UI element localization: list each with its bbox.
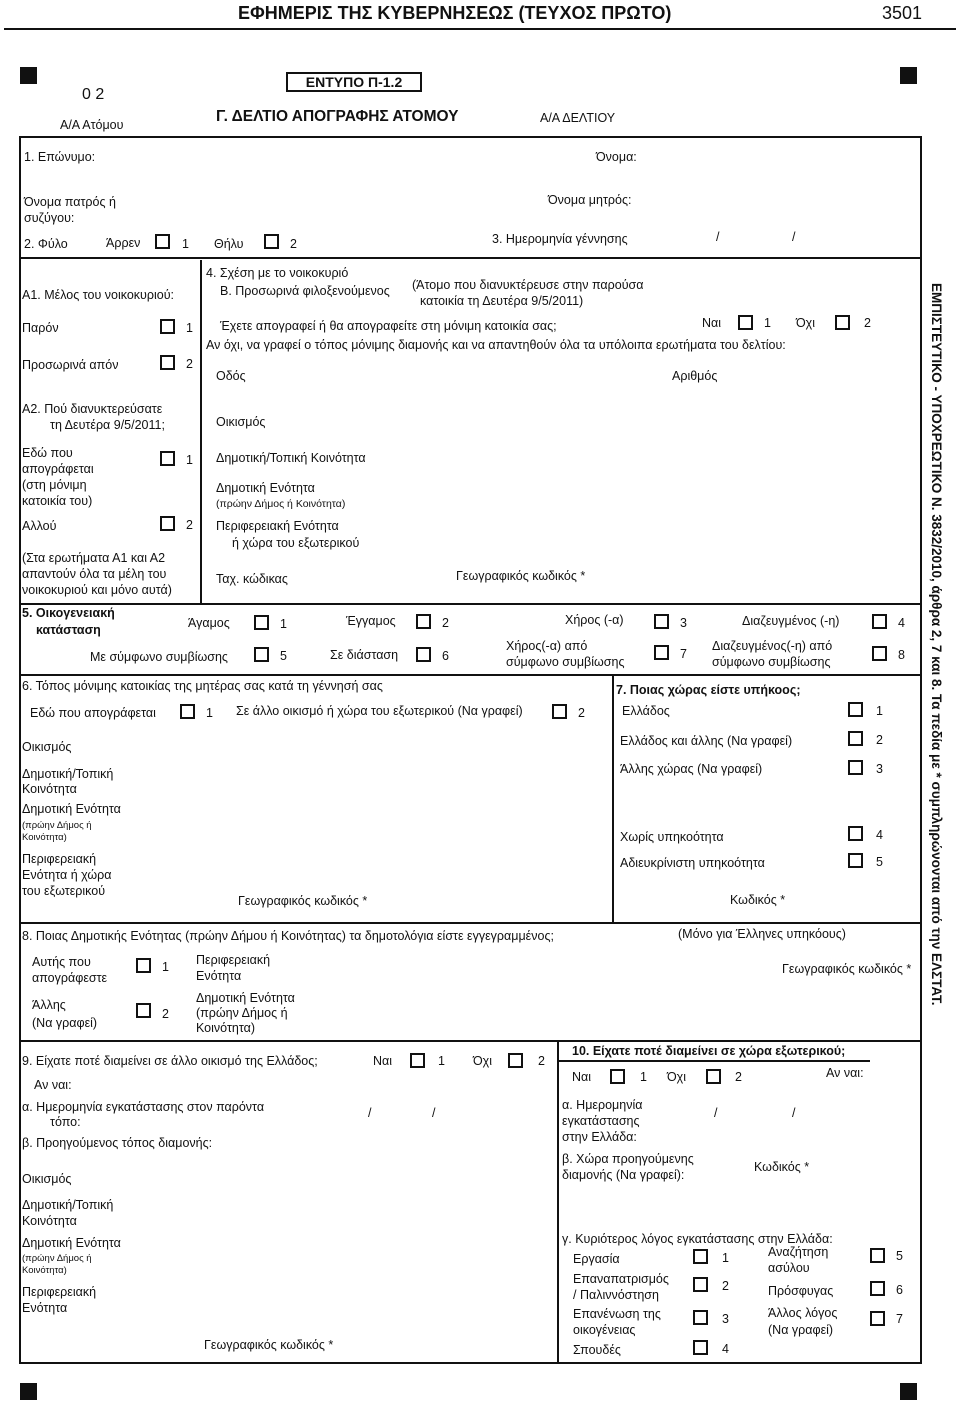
section-rule	[19, 603, 922, 605]
q7-other-label: Άλλης χώρας (Να γραφεί)	[620, 762, 763, 776]
q8-title: 8. Ποιας Δημοτικής Ενότητας (πρώην Δήμου ή Κοινότητας) τα δημοτολόγια είστε εγγεγραμμένος;	[22, 929, 554, 943]
q6-q7-divider	[612, 676, 614, 922]
q8-geo-code-label: Γεωγραφικός κωδικός *	[782, 962, 912, 976]
q4-geo-code-label: Γεωγραφικός κωδικός *	[456, 569, 586, 583]
q6-geo-code-label: Γεωγραφικός κωδικός *	[238, 894, 368, 908]
q10-country-l1: β. Χώρα προηγούμενης	[562, 1152, 694, 1166]
a-column-divider	[200, 260, 202, 603]
q5-wid-cohab-l2: σύμφωνο συμβίωσης	[506, 655, 625, 669]
q7-title: 7. Ποιας χώρας είστε υπήκοος;	[616, 683, 801, 697]
a2-title-l1: Α2. Πού διανυκτερεύσατε	[22, 402, 163, 416]
q10-reason-title: γ. Κυριότερος λόγος εγκατάστασης στην Ελλάδα:	[562, 1232, 833, 1246]
q9-yes-label: Ναι	[373, 1054, 393, 1068]
q7-unclear-checkbox[interactable]	[848, 853, 863, 868]
q6-here-label: Εδώ που απογράφεται	[30, 706, 156, 720]
q5-divorced-label: Διαζευγμένος (-η)	[742, 614, 840, 628]
female-code: 2	[290, 237, 297, 251]
q5-cohab-checkbox[interactable]	[254, 647, 269, 662]
q6-unit-note-l1: (πρώην Δήμος ή	[22, 820, 92, 831]
q5-div-cohab-checkbox[interactable]	[872, 646, 887, 661]
q10-country-l2: διαμονής (Να γραφεί):	[562, 1168, 685, 1182]
q10-no-checkbox[interactable]	[706, 1069, 721, 1084]
q5-div-cohab-code: 8	[898, 648, 905, 662]
q7-unclear-label: Αδιευκρίνιστη υπηκοότητα	[620, 856, 765, 870]
q8-here-l1: Αυτής που	[32, 955, 91, 969]
a1-title: Α1. Μέλος του νοικοκυριού:	[22, 288, 175, 302]
q6-unit-label: Δημοτική Ενότητα	[22, 802, 121, 816]
q4-unit-label: Δημοτική Ενότητα	[216, 481, 315, 495]
q4-region-l1: Περιφερειακή Ενότητα	[216, 519, 339, 533]
q5-title-l2: κατάσταση	[36, 623, 101, 637]
q9-settlement-label: Οικισμός	[22, 1172, 72, 1186]
frame-left	[19, 136, 21, 1364]
confidential-side-note: ΕΜΠΙΣΤΕΥΤΙΚΟ - ΥΠΟΧΡΕΩΤΙΚΟ Ν. 3832/2010, άρθρα 2, 7 και 8. Τα πεδία με * συμπληρώνονται από την ΕΛΣΤΑΤ.	[929, 283, 944, 1006]
birth-date-sep-2: /	[792, 230, 796, 244]
q10-family-checkbox[interactable]	[693, 1310, 708, 1325]
q9-prev-label: β. Προηγούμενος τόπος διαμονής:	[22, 1136, 213, 1150]
a2-here-l2: απογράφεται	[22, 462, 94, 476]
q5-separated-checkbox[interactable]	[416, 647, 431, 662]
person-number-value: 0 2	[82, 86, 105, 103]
header-rule	[4, 28, 956, 30]
q10-repat-l2: / Παλιννόστηση	[573, 1288, 659, 1302]
q4-postal-label: Ταχ. κώδικας	[216, 572, 288, 586]
q5-divorced-code: 4	[898, 616, 905, 630]
q5-single-checkbox[interactable]	[254, 615, 269, 630]
q8-unit-l1: Δημοτική Ενότητα	[196, 991, 295, 1005]
q10-family-l1: Επανένωση της	[573, 1307, 661, 1321]
q5-cohab-label: Με σύμφωνο συμβίωσης	[90, 650, 228, 664]
q9-date-l2: τόπο:	[50, 1115, 81, 1129]
a2-here-checkbox[interactable]	[160, 451, 175, 466]
frame-top	[19, 136, 922, 138]
q8-region-l2: Ενότητα	[196, 969, 242, 983]
q6-region-l2: Ενότητα ή χώρα	[22, 868, 112, 882]
q5-widowed-checkbox[interactable]	[654, 614, 669, 629]
q6-other-label: Σε άλλο οικισμό ή χώρα του εξωτερικού (Να γραφεί)	[236, 704, 523, 718]
q10-work-label: Εργασία	[573, 1252, 620, 1266]
father-name-label-l1: Όνομα πατρός ή	[24, 195, 116, 209]
a2-note-l3: νοικοκυριού και μόνο αυτά)	[22, 583, 172, 597]
section-rule	[19, 674, 922, 676]
q10-study-label: Σπουδές	[573, 1343, 621, 1357]
q10-date-l3: στην Ελλάδα:	[562, 1130, 637, 1144]
q9-geo-code-label: Γεωγραφικός κωδικός *	[204, 1338, 334, 1352]
q8-other-l2: (Να γραφεί)	[32, 1016, 98, 1030]
q5-wid-cohab-code: 7	[680, 647, 687, 661]
q5-div-cohab-l2: σύμφωνο συμβίωσης	[712, 655, 831, 669]
q10-other-l1: Άλλος λόγος	[768, 1306, 838, 1320]
q10-date-sep-2: /	[792, 1106, 796, 1120]
q6-settlement-label: Οικισμός	[22, 740, 72, 754]
q6-other-code: 2	[578, 706, 585, 720]
female-checkbox[interactable]	[264, 234, 279, 249]
q5-married-label: Έγγαμος	[346, 614, 396, 628]
q9-q10-divider	[557, 1040, 559, 1362]
q10-family-code: 3	[722, 1312, 729, 1326]
q4-title: 4. Σχέση με το νοικοκυριό	[206, 266, 349, 280]
q9-no-code: 2	[538, 1054, 545, 1068]
q8-note: (Μόνο για Έλληνες υπηκόους)	[678, 927, 846, 941]
q5-widowed-code: 3	[680, 616, 687, 630]
q8-other-code: 2	[162, 1007, 169, 1021]
q4-registered-question: Έχετε απογραφεί ή θα απογραφείτε στη μόνιμη κατοικία σας;	[220, 319, 557, 333]
q10-date-l1: α. Ημερομηνία	[562, 1098, 643, 1112]
q5-divorced-checkbox[interactable]	[872, 614, 887, 629]
q7-greece-label: Ελλάδος	[622, 704, 670, 718]
birth-date-label: 3. Ημερομηνία γέννησης	[492, 232, 628, 246]
q7-other-checkbox[interactable]	[848, 760, 863, 775]
q10-title: 10. Είχατε ποτέ διαμείνει σε χώρα εξωτερικού;	[572, 1044, 846, 1058]
q9-yes-code: 1	[438, 1054, 445, 1068]
a1-present-code: 1	[186, 321, 193, 335]
q7-greece-other-code: 2	[876, 733, 883, 747]
first-name-label: Όνομα:	[596, 150, 637, 164]
q10-yes-label: Ναι	[572, 1070, 592, 1084]
q10-asylum-code: 5	[896, 1249, 903, 1263]
q5-div-cohab-l1: Διαζευγμένος(-η) από	[712, 639, 833, 653]
q10-repat-checkbox[interactable]	[693, 1277, 708, 1292]
q4-street-label: Οδός	[216, 369, 246, 383]
section-rule	[19, 257, 922, 259]
q9-title: 9. Είχατε ποτέ διαμείνει σε άλλο οικισμό της Ελλάδος;	[22, 1054, 318, 1068]
q10-no-label: Όχι	[667, 1070, 687, 1084]
q9-region-l1: Περιφερειακή	[22, 1285, 97, 1299]
a2-elsewhere-label: Αλλού	[22, 519, 57, 533]
q10-asylum-l1: Αναζήτηση	[768, 1245, 829, 1259]
q6-community-l1: Δημοτική/Τοπική	[22, 767, 114, 781]
q4-settlement-label: Οικισμός	[216, 415, 266, 429]
q9-date-l1: α. Ημερομηνία εγκατάστασης στον παρόντα	[22, 1100, 265, 1114]
q5-separated-label: Σε διάσταση	[330, 648, 399, 662]
a2-elsewhere-code: 2	[186, 518, 193, 532]
gazette-title: ΕΦΗΜΕΡΙΣ ΤΗΣ ΚΥΒΕΡΝΗΣΕΩΣ (ΤΕΥΧΟΣ ΠΡΩΤΟ)	[238, 3, 672, 23]
q10-asylum-l2: ασύλου	[768, 1261, 810, 1275]
q10-family-l2: οικογένειας	[573, 1323, 636, 1337]
q4-yes-checkbox[interactable]	[738, 315, 753, 330]
q10-date-sep-1: /	[714, 1106, 718, 1120]
q9-no-label: Όχι	[473, 1054, 493, 1068]
q10-refugee-label: Πρόσφυγας	[768, 1284, 834, 1298]
registration-mark-bottom-right	[900, 1383, 917, 1400]
q10-other-code: 7	[896, 1312, 903, 1326]
q5-wid-cohab-checkbox[interactable]	[654, 645, 669, 660]
surname-label: 1. Επώνυμο:	[24, 150, 96, 164]
q9-community-l2: Κοινότητα	[22, 1214, 77, 1228]
q7-greece-code: 1	[876, 704, 883, 718]
q8-region-l1: Περιφερειακή	[196, 953, 271, 967]
q4-region-l2: ή χώρα του εξωτερικού	[232, 536, 360, 550]
father-name-label-l2: συζύγου:	[24, 211, 75, 225]
q9-date-sep-1: /	[368, 1106, 372, 1120]
q10-code-label: Κωδικός *	[754, 1160, 810, 1174]
a2-elsewhere-checkbox[interactable]	[160, 516, 175, 531]
a2-here-l4: κατοικία του)	[22, 494, 93, 508]
q10-other-checkbox[interactable]	[870, 1311, 885, 1326]
female-label: Θήλυ	[214, 237, 244, 251]
a1-temp-absent-label: Προσωρινά απόν	[22, 358, 119, 372]
q6-here-code: 1	[206, 706, 213, 720]
q10-date-l2: εγκατάστασης	[562, 1114, 640, 1128]
q4-b-note-l1: (Άτομο που διανυκτέρευσε στην παρούσα	[412, 278, 644, 292]
a2-here-code: 1	[186, 453, 193, 467]
q4-no-checkbox[interactable]	[835, 315, 850, 330]
q5-title-l1: 5. Οικογενειακή	[22, 606, 115, 620]
q7-code-label: Κωδικός *	[730, 893, 786, 907]
form-title: Γ. ΔΕΛΤΙΟ ΑΠΟΓΡΑΦΗΣ ΑΤΟΜΟΥ	[216, 108, 459, 125]
q8-unit-l2: (πρώην Δήμος ή	[196, 1006, 288, 1020]
q5-married-checkbox[interactable]	[416, 614, 431, 629]
q10-if-yes: Αν ναι:	[826, 1066, 864, 1080]
q10-repat-code: 2	[722, 1279, 729, 1293]
q7-stateless-checkbox[interactable]	[848, 826, 863, 841]
q6-region-l1: Περιφερειακή	[22, 852, 97, 866]
q6-unit-note-l2: Κοινότητα)	[22, 832, 67, 843]
registration-mark-bottom-left	[20, 1383, 37, 1400]
section-rule	[19, 922, 922, 924]
q4-community-label: Δημοτική/Τοπική Κοινότητα	[216, 451, 366, 465]
q9-unit-label: Δημοτική Ενότητα	[22, 1236, 121, 1250]
q6-region-l3: του εξωτερικού	[22, 884, 106, 898]
q4-unit-note: (πρώην Δήμος ή Κοινότητα)	[216, 498, 346, 510]
section-rule	[19, 1040, 922, 1042]
slip-number-label: Α/Α ΔΕΛΤΙΟΥ	[540, 111, 616, 125]
q5-widowed-label: Χήρος (-α)	[565, 613, 624, 627]
q10-yes-checkbox[interactable]	[610, 1069, 625, 1084]
q4-no-code: 2	[864, 316, 871, 330]
q9-date-sep-2: /	[432, 1106, 436, 1120]
q7-unclear-code: 5	[876, 855, 883, 869]
q10-refugee-code: 6	[896, 1283, 903, 1297]
q9-community-l1: Δημοτική/Τοπική	[22, 1198, 114, 1212]
q7-other-code: 3	[876, 762, 883, 776]
q4-b-title: Β. Προσωρινά φιλοξενούμενος	[220, 284, 390, 298]
q8-other-l1: Άλλης	[32, 998, 66, 1012]
q6-other-checkbox[interactable]	[552, 704, 567, 719]
q10-work-checkbox[interactable]	[693, 1249, 708, 1264]
q10-repat-l1: Επαναπατρισμός	[573, 1272, 669, 1286]
q5-single-label: Άγαμος	[188, 616, 230, 630]
q10-study-code: 4	[722, 1342, 729, 1356]
q4-number-label: Αριθμός	[672, 369, 718, 383]
surname-field[interactable]	[106, 146, 576, 164]
q5-married-code: 2	[442, 616, 449, 630]
a1-present-checkbox[interactable]	[160, 319, 175, 334]
q9-unit-note-l1: (πρώην Δήμος ή	[22, 1253, 92, 1264]
q6-title: 6. Τόπος μόνιμης κατοικίας της μητέρας σας κατά τη γέννησή σας	[22, 679, 383, 693]
male-code: 1	[182, 237, 189, 251]
q9-yes-checkbox[interactable]	[410, 1053, 425, 1068]
frame-bottom	[19, 1362, 922, 1364]
a1-present-label: Παρόν	[22, 321, 59, 335]
q9-if-yes: Αν ναι:	[34, 1078, 72, 1092]
page-number: 3501	[882, 3, 923, 23]
q6-here-checkbox[interactable]	[180, 704, 195, 719]
q6-community-l2: Κοινότητα	[22, 782, 77, 796]
registration-mark-top-right	[900, 67, 917, 84]
q10-asylum-checkbox[interactable]	[870, 1248, 885, 1263]
a2-here-l1: Εδώ που	[22, 446, 73, 460]
q5-separated-code: 6	[442, 649, 449, 663]
q8-unit-l3: Κοινότητα)	[196, 1021, 255, 1035]
a1-temp-absent-code: 2	[186, 357, 193, 371]
birth-date-sep-1: /	[716, 230, 720, 244]
q8-here-l2: απογράφεστε	[32, 971, 108, 985]
q4-yes-code: 1	[764, 316, 771, 330]
registration-mark-top-left	[20, 67, 37, 84]
form-code-box: ΕΝΤΥΠΟ Π-1.2	[286, 72, 422, 92]
q7-greece-other-label: Ελλάδος και άλλης (Να γραφεί)	[620, 734, 793, 748]
q7-greece-other-checkbox[interactable]	[848, 731, 863, 746]
q8-here-code: 1	[162, 960, 169, 974]
q9-region-l2: Ενότητα	[22, 1301, 68, 1315]
person-number-label: Α/Α Ατόμου	[60, 118, 124, 132]
q4-yes-label: Ναι	[702, 316, 722, 330]
male-checkbox[interactable]	[155, 234, 170, 249]
a1-temp-absent-checkbox[interactable]	[160, 355, 175, 370]
q8-here-checkbox[interactable]	[136, 958, 151, 973]
q8-other-checkbox[interactable]	[136, 1003, 151, 1018]
q4-b-note-l2: κατοικία τη Δευτέρα 9/5/2011)	[420, 294, 584, 308]
q9-unit-note-l2: Κοινότητα)	[22, 1265, 67, 1276]
q10-title-rule	[557, 1060, 870, 1062]
a2-title-l2: τη Δευτέρα 9/5/2011;	[50, 418, 165, 432]
q7-greece-checkbox[interactable]	[848, 702, 863, 717]
q10-yes-code: 1	[640, 1070, 647, 1084]
q7-stateless-code: 4	[876, 828, 883, 842]
q5-cohab-code: 5	[280, 649, 287, 663]
q5-wid-cohab-l1: Χήρος(-α) από	[506, 639, 588, 653]
q10-work-code: 1	[722, 1251, 729, 1265]
male-label: Άρρεν	[106, 236, 141, 250]
gender-label: 2. Φύλο	[24, 237, 68, 251]
frame-right	[920, 136, 922, 1364]
q9-no-checkbox[interactable]	[508, 1053, 523, 1068]
mother-name-label: Όνομα μητρός:	[548, 193, 632, 207]
q10-other-l2: (Να γραφεί)	[768, 1323, 834, 1337]
q4-if-no: Αν όχι, να γραφεί ο τόπος μόνιμης διαμονής και να απαντηθούν όλα τα υπόλοιπα ερωτήματα του δελτίου:	[206, 338, 786, 352]
q7-stateless-label: Χωρίς υπηκοότητα	[620, 830, 724, 844]
a2-note-l2: απαντούν όλα τα μέλη του	[22, 567, 167, 581]
first-name-field[interactable]	[648, 146, 908, 164]
a2-here-l3: (στη μόνιμη	[22, 478, 87, 492]
q10-study-checkbox[interactable]	[693, 1340, 708, 1355]
q5-single-code: 1	[280, 617, 287, 631]
q4-no-label: Όχι	[796, 316, 816, 330]
q10-no-code: 2	[735, 1070, 742, 1084]
q10-refugee-checkbox[interactable]	[870, 1281, 885, 1296]
a2-note-l1: (Στα ερωτήματα Α1 και Α2	[22, 551, 166, 565]
